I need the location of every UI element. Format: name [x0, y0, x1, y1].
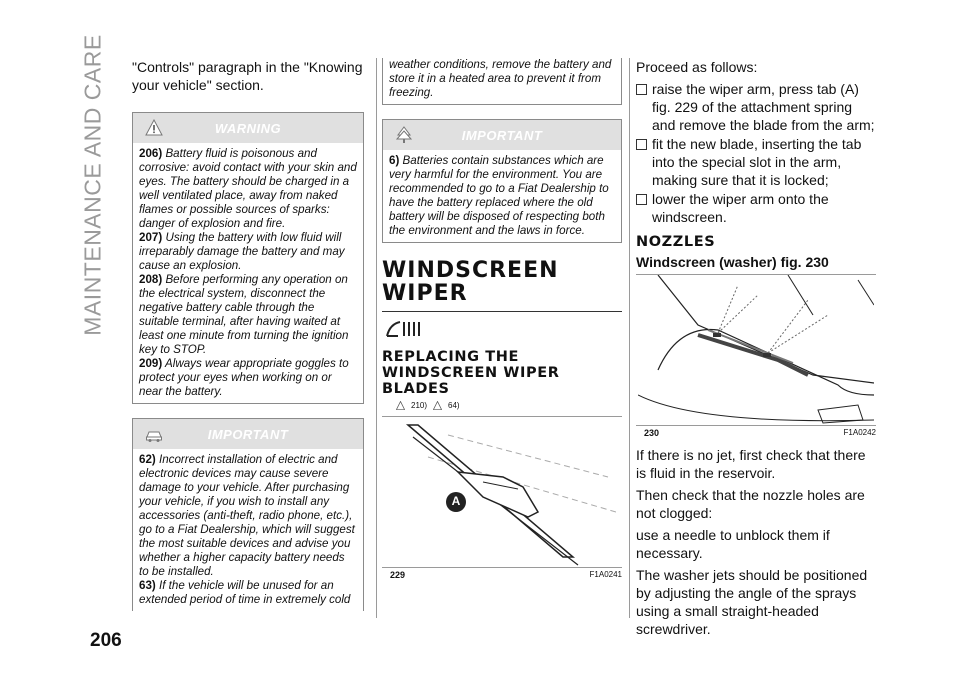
- checkbox-bullet-icon: [636, 139, 647, 150]
- section-tab-label: MAINTENANCE AND CARE: [79, 34, 106, 336]
- column-divider: [629, 58, 630, 618]
- windscreen-nozzle-illustration: [638, 275, 874, 425]
- column-3: [636, 58, 876, 642]
- car-damage-icon: [433, 401, 442, 410]
- note-item: [139, 231, 357, 273]
- checkbox-bullet-icon: [636, 84, 647, 95]
- side-tab: [79, 34, 106, 336]
- column-2: [382, 58, 622, 580]
- note-text: Before performing any operation on the electrical system, disconnect the negative battery cable through the suitable terminal, after having waited at least one minute from turning the ignition key to STOP.: [139, 273, 349, 356]
- figure-code: F1A0242: [843, 428, 876, 437]
- box-body: [133, 449, 363, 611]
- nozzles-subtitle: Windscreen (washer) fig. 230: [636, 254, 829, 270]
- sub-title: REPLACING THE WINDSCREEN WIPER BLADES: [382, 349, 560, 397]
- note-text: Battery fluid is poisonous and corrosive: avoid contact with your skin and eyes. The battery should be charged in a well ventilated place, away from naked flames or possible sources of sparks: danger of explosion and fire.: [139, 147, 357, 230]
- list-item-text: lower the wiper arm onto the windscreen.: [652, 191, 829, 225]
- intro-text: "Controls" paragraph in the "Knowing your vehicle" section.: [132, 59, 363, 93]
- note-item: [389, 154, 615, 238]
- figure-label-a: A: [451, 494, 461, 508]
- column-1: [132, 58, 364, 625]
- box-header: [133, 113, 363, 143]
- note-number: 63): [139, 579, 156, 592]
- intro-text: Proceed as follows:: [636, 59, 758, 75]
- paragraph: If there is no jet, first check that there is fluid in the reservoir.: [636, 447, 866, 481]
- nozzles-title: NOZZLES: [636, 234, 716, 250]
- box-title: IMPORTANT: [207, 427, 289, 442]
- list-item-text: fit the new blade, inserting the tab into the special slot in the arm, making sure that it is locked;: [652, 136, 862, 188]
- note-number: 209): [139, 357, 163, 370]
- note-text: Always wear appropriate goggles to protect your eyes when working on or near the battery.: [139, 357, 349, 398]
- wiper-blade-illustration: [388, 417, 616, 567]
- figure-code: F1A0241: [589, 570, 622, 579]
- checkbox-bullet-icon: [636, 194, 647, 205]
- list-item: [636, 190, 876, 226]
- list-item: [636, 80, 876, 134]
- paragraph: The washer jets should be positioned by adjusting the angle of the sprays using a small straight-headed screwdriver.: [636, 567, 868, 637]
- figure-230: [636, 274, 876, 426]
- figure-caption: [636, 428, 876, 438]
- note-text: Using the battery with low fluid will irreparably damage the battery and may cause an explosion.: [139, 231, 345, 272]
- paragraph: use a needle to unblock them if necessary.: [636, 527, 830, 561]
- box-header: [383, 120, 621, 150]
- column-divider: [376, 58, 377, 618]
- section-rule: [382, 311, 622, 312]
- section-title: WINDSCREEN WIPER: [382, 258, 559, 306]
- note-number: 62): [139, 453, 156, 466]
- warning-triangle-icon: [396, 401, 405, 410]
- note-item: [139, 357, 357, 399]
- references: [396, 401, 622, 410]
- box-body: [383, 150, 621, 242]
- list-item: [636, 135, 876, 189]
- note-text: weather conditions, remove the battery and store it in a heated area to prevent it from freezing.: [389, 58, 612, 99]
- list-item-text: raise the wiper arm, press tab (A) fig. 229 of the attachment spring and remove the blade from the arm;: [652, 81, 875, 133]
- reference-number: 64): [448, 401, 460, 410]
- figure-number: 229: [390, 570, 406, 580]
- note-item: [139, 273, 357, 357]
- note-number: 206): [139, 147, 163, 160]
- box-body: [133, 143, 363, 403]
- reference-number: 210): [411, 401, 428, 410]
- note-item: [139, 147, 357, 231]
- box-title: IMPORTANT: [461, 128, 543, 143]
- paragraph: Then check that the nozzle holes are not clogged:: [636, 487, 865, 521]
- wiper-icon: [384, 318, 424, 340]
- page-number: 206: [90, 630, 122, 651]
- note-number: 207): [139, 231, 163, 244]
- important-box: [382, 119, 622, 243]
- note-text: If the vehicle will be unused for an extended period of time in extremely cold: [139, 579, 351, 606]
- box-body: [383, 58, 621, 104]
- box-header: [133, 419, 363, 449]
- figure-caption: [382, 570, 622, 580]
- figure-229: [382, 416, 622, 568]
- figure-number: 230: [644, 428, 660, 438]
- note-text: Batteries contain substances which are very harmful for the environment. You are recommended to go to a Fiat Dealership to have the battery replaced where the old battery will be disposed of respecting both the environment and the laws in force.: [389, 154, 609, 237]
- box-title: WARNING: [214, 121, 282, 136]
- continued-box: [382, 58, 622, 105]
- important-box: [132, 418, 364, 611]
- note-item: [139, 579, 357, 607]
- note-number: 208): [139, 273, 163, 286]
- warning-box: [132, 112, 364, 404]
- note-number: 6): [389, 154, 400, 167]
- note-item: [139, 453, 357, 579]
- note-text: Incorrect installation of electric and electronic devices may cause severe damage to your vehicle. After purchasing your vehicle, if you wish to install any accessories (anti-theft, radio phone, etc.), go to a Fiat Dealership, which will suggest the most suitable devices and advise you whether a higher capacity battery needs to be installed.: [139, 453, 355, 578]
